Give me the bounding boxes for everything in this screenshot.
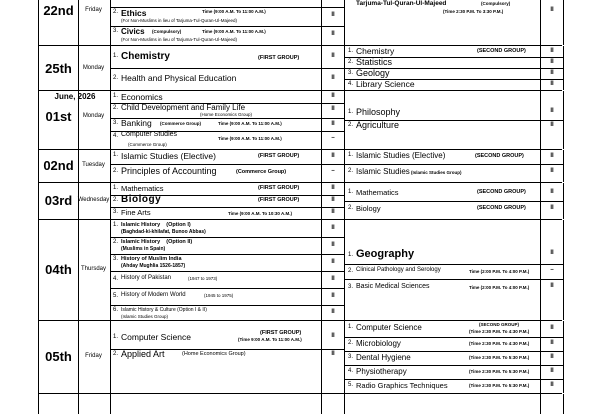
marker [321, 0, 344, 7]
marker: II [540, 183, 563, 201]
item-number: 1. [348, 48, 354, 54]
subject-name: Radio Graphics Techniques [356, 381, 448, 390]
marker: II [321, 207, 344, 219]
marker: II [321, 7, 344, 26]
subject-cell [110, 7, 344, 27]
item-number: 3. [113, 209, 119, 215]
subject-name: Biology [121, 194, 162, 205]
subject-cell [345, 150, 563, 165]
date-cell [38, 394, 79, 414]
subject-cell [110, 103, 344, 119]
subject-cell [110, 46, 344, 69]
schedule-row [38, 320, 562, 393]
subject-cell [110, 164, 344, 182]
marker: II [321, 183, 344, 195]
subject-cell [345, 164, 563, 182]
subject-name: Islamic Studies (Elective) [356, 151, 446, 160]
day-cell: Monday [77, 91, 111, 149]
subject-name: Dental Hygiene [356, 353, 411, 362]
item-number: 3. [113, 28, 119, 34]
item-number: 6. [113, 307, 119, 313]
subject-cell [110, 26, 344, 45]
marker: – [321, 131, 344, 149]
subject-name: History of Modern World [121, 292, 186, 298]
first-group-column [110, 394, 344, 414]
group-label: (Islamic Studies Group) [411, 170, 462, 175]
second-group-column [344, 150, 564, 182]
subject-cell [345, 337, 563, 352]
group-label: (SECOND GROUP) [477, 205, 526, 211]
marker: II [321, 150, 344, 164]
subject-note: (Islamic Studies Group) [121, 314, 169, 319]
subject-name: Biology [356, 204, 381, 213]
subject-name: Islamic History (Option I) [121, 222, 191, 228]
time-note: Time (2:00 P.M. To 4:00 P.M.) [469, 269, 530, 274]
day-cell: Friday [77, 0, 111, 45]
second-group-column [344, 220, 564, 320]
first-group-column [110, 220, 344, 320]
day-cell: Friday [77, 321, 111, 393]
day-cell: Wednesday [77, 183, 111, 219]
schedule-row [38, 182, 562, 219]
item-number: 2. [348, 122, 354, 128]
time-note: (Time 2:30 P.M. To 5:30 P.M.) [469, 369, 530, 374]
marker: II [321, 195, 344, 207]
subject-cell [345, 279, 563, 320]
subject-cell [110, 288, 344, 306]
item-number: 5. [348, 382, 354, 388]
subject-name: Child Development and Family Life [121, 103, 246, 112]
marker: – [540, 264, 563, 279]
subject-cell [345, 264, 563, 280]
month-label: June, 2026 [54, 92, 96, 101]
item-number: 4. [348, 81, 354, 87]
subject-name: Banking [121, 118, 152, 128]
subject-cell [345, 379, 563, 393]
item-number: 2. [113, 351, 119, 357]
subject-name: Philosophy [356, 107, 401, 117]
subject-name: Statistics [356, 57, 393, 67]
second-group-column [344, 321, 564, 393]
first-group-column [110, 321, 344, 393]
subject-name: Chemistry [356, 46, 395, 56]
group-label: (FIRST GROUP) [258, 153, 300, 159]
schedule-row [38, 90, 562, 149]
marker: II [540, 91, 563, 120]
subject-cell [110, 237, 344, 255]
subject-name: Clinical Pathology and Serology [356, 267, 441, 273]
item-number: 2. [113, 197, 119, 203]
marker: II [540, 57, 563, 68]
subject-cell [345, 201, 563, 219]
marker: II [321, 254, 344, 271]
subject-name: Islamic Studies (Elective) [121, 151, 216, 161]
time-note: (Time 2:30 P.M. To 5:30 P.M.) [469, 355, 530, 360]
day-cell: Thursday [77, 220, 111, 320]
subject-cell [110, 118, 344, 132]
subject-name: Basic Medical Sciences [356, 283, 430, 290]
subject-name: Ethics [121, 8, 147, 18]
subject-note: (For Non-Muslims in lieu of Tarjuma-Tul-Quran-Ul-Majeed) [121, 37, 238, 42]
subject-name: Library Science [356, 79, 415, 89]
item-number: 1. [348, 252, 354, 258]
item-number: 4. [113, 276, 119, 282]
time-note: Time (9:00 A.M. To 10:30 A.M.) [228, 211, 293, 216]
subject-cell [110, 254, 344, 272]
subject-cell [110, 131, 344, 149]
subject-name: Computer Science [121, 332, 191, 342]
marker: II [321, 271, 344, 288]
subject-cell [110, 305, 344, 320]
item-number: 1. [348, 189, 354, 195]
subject-cell [110, 220, 344, 238]
item-number: 2. [348, 168, 354, 174]
subject-name: Physiotherapy [356, 367, 407, 376]
marker: II [321, 288, 344, 305]
marker: II [540, 79, 563, 90]
subject-cell [345, 79, 563, 90]
item-number: 2. [348, 340, 354, 346]
subject-name: Islamic History & Culture (Option I & II) [121, 307, 207, 313]
subject-name: Agriculture [356, 120, 400, 130]
subject-note: (Baghdad-ki-khilafat, Bunoo Abbas) [121, 229, 206, 235]
group-label: (Commerce Group) [160, 121, 202, 126]
item-number: 1. [348, 152, 354, 158]
item-number: 1. [113, 185, 119, 191]
item-number: 2. [113, 75, 119, 81]
second-group-column [344, 394, 564, 414]
date-cell: 02nd [38, 150, 79, 182]
group-label: (SECOND GROUP) [477, 48, 526, 54]
item-number: 3. [348, 284, 354, 290]
item-number: 1. [113, 93, 119, 99]
marker [321, 394, 344, 414]
subject-name: Fine Arts [121, 208, 151, 217]
item-number: 3. [113, 120, 119, 126]
group-label: (FIRST GROUP) [260, 330, 302, 336]
subject-name: History of Muslim India [121, 256, 182, 262]
marker: II [321, 321, 344, 349]
item-number: 1. [113, 222, 119, 228]
subject-name: Tarjuma-Tul-Quran-Ul-Majeed [356, 0, 447, 7]
marker: II [321, 46, 344, 68]
time-note: (Time 2:30 P.M. To 4:30 P.M.) [469, 341, 530, 346]
subject-name: Geography [356, 248, 415, 260]
item-number: 1. [113, 334, 119, 340]
schedule-row [38, 393, 562, 414]
day-cell: Tuesday [77, 150, 111, 182]
group-label: (Compulsory) [152, 29, 182, 34]
marker: II [540, 279, 563, 320]
item-number: 3. [348, 354, 354, 360]
marker: II [540, 379, 563, 393]
subject-name: Health and Physical Education [121, 73, 237, 83]
group-label: (SECOND GROUP) [479, 322, 520, 327]
first-group-column [110, 183, 344, 219]
date-cell: 03rd [38, 183, 79, 219]
subject-note: (For Non-Muslims in lieu of Tarjuma-Tul-Quran-Ul-Majeed) [121, 18, 238, 23]
marker: II [321, 349, 344, 393]
day-cell [77, 394, 111, 414]
marker: II [321, 68, 344, 90]
marker: II [540, 164, 563, 182]
subject-cell [110, 207, 344, 219]
item-number: 3. [348, 70, 354, 76]
time-note: Time (9:00 A.M. To 11:00 A.M.) [202, 29, 266, 34]
item-number: 2. [348, 205, 354, 211]
first-group-column [110, 0, 344, 45]
item-number: 2. [113, 105, 119, 111]
group-label: (1945 to 1975) [204, 293, 234, 298]
subject-note: (Muslims in Spain) [121, 246, 166, 252]
item-number: 1. [348, 109, 354, 115]
marker [540, 394, 563, 414]
subject-name: Microbiology [356, 339, 401, 348]
subject-name: Mathematics [356, 188, 399, 197]
group-label: (SECOND GROUP) [475, 153, 524, 159]
subject-cell [345, 220, 563, 265]
item-number: 5. [113, 293, 119, 299]
marker: II [540, 68, 563, 79]
item-number: 3. [113, 256, 119, 262]
marker: II [540, 337, 563, 351]
time-note: Time (9:00 A.M. To 11:00 A.M.) [218, 136, 282, 141]
subject-cell [110, 349, 344, 393]
marker: II [540, 46, 563, 57]
subject-note: (Commerce Group) [128, 142, 167, 147]
subject-name: Computer Studies [121, 131, 178, 138]
subject-name: Chemistry [121, 51, 170, 62]
time-note: Time (9:00 A.M. To 11:00 A.M.) [218, 121, 282, 126]
group-label: (Commerce Group) [236, 169, 287, 175]
extra-label: (Time 9:00 A.M. To 11:00 A.M.) [238, 337, 302, 342]
marker: II [321, 237, 344, 254]
group-label: (Home Economics Group) [182, 351, 246, 357]
date-cell: 25th [38, 46, 79, 90]
subject-name: Mathematics [121, 184, 164, 193]
day-cell: Monday [77, 46, 111, 90]
schedule-row [38, 219, 562, 320]
second-group-column [344, 46, 564, 90]
schedule-row [38, 45, 562, 90]
marker: II [540, 120, 563, 149]
subject-name: Islamic Studies [356, 167, 410, 176]
subject-name: Principles of Accounting [121, 166, 217, 176]
item-number: 2. [348, 59, 354, 65]
time-note: (Time 2:30 P.M. To 3:30 P.M.) [443, 9, 504, 14]
subject-cell [345, 365, 563, 380]
second-group-column [344, 91, 564, 149]
subject-name: Applied Art [121, 349, 165, 359]
first-group-column [110, 91, 344, 149]
time-note: (Time 2:30 P.M. To 4:30 P.M.) [469, 329, 530, 334]
subject-cell [345, 321, 563, 338]
subject-cell [345, 91, 563, 121]
extra-label: (Compulsory) [481, 1, 511, 6]
date-cell: 05th [38, 321, 79, 393]
subject-cell [345, 351, 563, 366]
item-number: 2. [113, 9, 119, 15]
subject-cell [345, 0, 563, 45]
subject-name: Economics [121, 92, 163, 102]
item-number: 2. [348, 268, 354, 274]
time-note: (Time 2:30 P.M. To 5:30 P.M.) [469, 383, 530, 388]
item-number: 4. [348, 368, 354, 374]
subject-name: Civics [121, 27, 145, 36]
item-number: 1. [113, 152, 119, 158]
marker: II [321, 91, 344, 103]
schedule-row [38, 0, 562, 45]
date-cell: June, 2026 01st [38, 91, 79, 149]
subject-cell [345, 120, 563, 149]
marker: II [540, 220, 563, 264]
subject-cell [110, 271, 344, 289]
marker: – [321, 164, 344, 182]
date-cell: 04th [38, 220, 79, 320]
second-group-column [344, 0, 564, 45]
item-number: 2. [113, 168, 119, 174]
marker: II [540, 365, 563, 379]
subject-note: (Home Economics Group) [200, 112, 253, 117]
marker: II [321, 26, 344, 45]
group-label: (1947 to 1973) [188, 276, 218, 281]
subject-name: Islamic History (Option II) [121, 239, 193, 245]
first-group-column [110, 150, 344, 182]
subject-name: Geology [356, 68, 390, 78]
group-label: (FIRST GROUP) [258, 197, 300, 203]
time-note: Time (9:00 A.M. To 11:00 A.M.) [202, 9, 266, 14]
item-number: 4. [113, 133, 119, 139]
marker: II [321, 118, 344, 131]
marker: II [540, 351, 563, 365]
schedule-grid [38, 0, 562, 414]
item-number: 1. [113, 53, 119, 59]
marker: II [321, 220, 344, 237]
second-group-column [344, 183, 564, 219]
marker: II [321, 305, 344, 320]
item-number: 2. [113, 239, 119, 245]
subject-name: History of Pakistan [121, 275, 172, 281]
group-label: (FIRST GROUP) [258, 55, 300, 61]
subject-cell [345, 183, 563, 202]
marker: II [321, 103, 344, 118]
marker: II [540, 321, 563, 337]
date-cell: 22nd [38, 0, 79, 45]
marker: II [540, 150, 563, 164]
marker: II [540, 0, 563, 45]
subject-cell [110, 150, 344, 165]
group-label: (SECOND GROUP) [477, 189, 526, 195]
subject-note: (Ahday Mughlia 1526-1857) [121, 263, 186, 269]
subject-cell [110, 68, 344, 90]
item-number: 1. [348, 324, 354, 330]
schedule-row [38, 149, 562, 182]
subject-name: Computer Science [356, 323, 422, 332]
marker: II [540, 201, 563, 219]
subject-cell [110, 321, 344, 350]
first-group-column [110, 46, 344, 90]
group-label: (FIRST GROUP) [258, 185, 300, 191]
time-note: Time (2:00 P.M. To 4:00 P.M.) [469, 285, 530, 290]
